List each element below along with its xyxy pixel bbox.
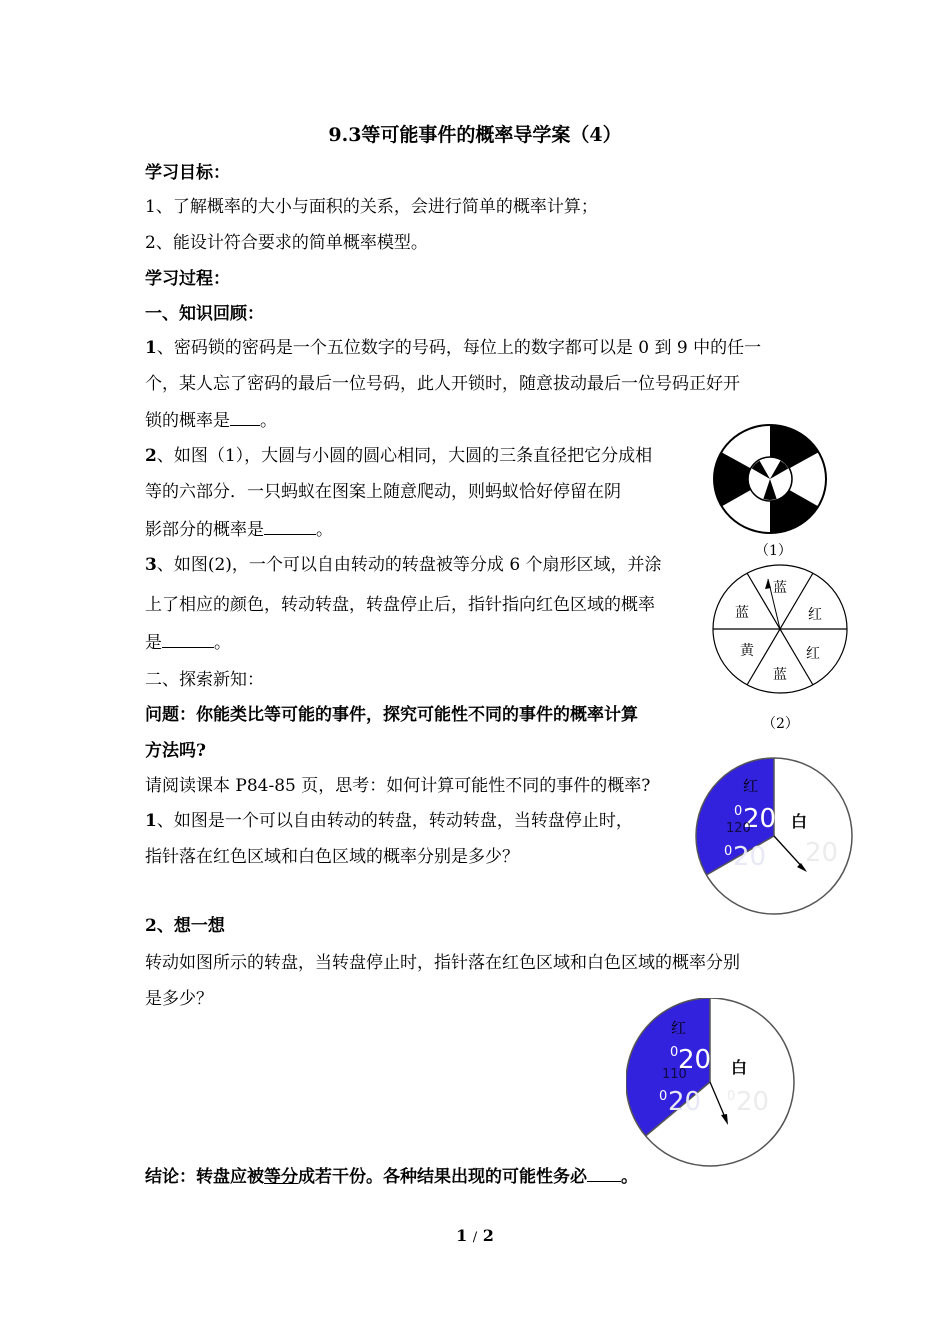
goal-1: 1、了解概率的大小与面积的关系，会进行简单的概率计算；	[145, 197, 598, 217]
sector-label-top: 蓝	[773, 580, 787, 596]
explore-heading: 二、探索新知：	[145, 670, 264, 690]
q3-line3	[145, 630, 231, 655]
q1-text3: 锁的概率是	[145, 411, 230, 431]
degree-mark-bottom: 0	[659, 1089, 668, 1104]
goals-heading: 学习目标：	[145, 163, 230, 183]
six-sector-spinner-figure	[710, 562, 850, 696]
q1-answer-blank[interactable]	[230, 408, 260, 426]
q3-end: 。	[214, 633, 231, 653]
process-heading: 学习过程：	[145, 269, 230, 289]
page-title: 9.3等可能事件的概率导学案（4）	[328, 124, 622, 146]
page-current: 1	[456, 1226, 468, 1245]
degree-mark-right: 0	[727, 1089, 736, 1104]
q3-number: 3	[145, 555, 157, 575]
think-line1: 转动如图所示的转盘，当转盘停止时，指针落在红色区域和白色区域的概率分别	[145, 953, 740, 973]
page-total: 2	[482, 1226, 494, 1245]
degree-mark-bottom: 0	[724, 844, 733, 859]
sector-label-bottom: 蓝	[773, 667, 787, 683]
e1-line2: 指针落在红色区域和白色区域的概率分别是多少？	[145, 847, 519, 867]
q1-line1	[145, 336, 761, 360]
watermark-1: 20	[678, 1045, 712, 1075]
watermark-3: 20	[736, 1087, 770, 1117]
q2-number: 2	[145, 446, 157, 466]
q1-end: 。	[260, 411, 277, 431]
watermark-3: 20	[805, 838, 839, 868]
sector-label-upper-right: 红	[808, 607, 822, 623]
conclusion-pre: 结论：转盘应被	[145, 1167, 264, 1187]
q3-line2: 上了相应的颜色，转动转盘，转盘停止后，指针指向红色区域的概率	[145, 595, 655, 615]
watermark-2: 20	[668, 1087, 702, 1117]
spinner-110-figure	[626, 998, 798, 1168]
conclusion-end: 。	[621, 1167, 638, 1187]
q3-answer-blank[interactable]	[162, 630, 214, 648]
degree-mark-top: 0	[670, 1045, 679, 1060]
radiation-circle-figure	[711, 422, 829, 536]
sector-label-lower-left: 黄	[740, 643, 754, 659]
figure2-caption: （2）	[762, 716, 799, 732]
conclusion-answer-blank[interactable]	[587, 1164, 621, 1182]
e1-line1	[145, 809, 633, 833]
review-heading: 一、知识回顾：	[145, 304, 264, 324]
angle-label: 110	[662, 1067, 687, 1082]
q1-text1: 、密码锁的密码是一个五位数字的号码，每位上的数字都可以是 0 到 9 中的任一	[156, 338, 762, 358]
red-label: 红	[671, 1019, 687, 1037]
page-separator: /	[472, 1230, 478, 1245]
q2-line1	[145, 444, 652, 468]
page-number	[0, 1226, 950, 1245]
q2-line3	[145, 517, 333, 542]
question-line2: 方法吗?	[145, 741, 206, 761]
q3-line1	[145, 553, 662, 577]
read-line: 请阅读课本 P84-85 页，思考：如何计算可能性不同的事件的概率?	[145, 776, 651, 796]
q2-answer-blank[interactable]	[264, 517, 316, 535]
e1-text1: 、如图是一个可以自由转动的转盘，转动转盘，当转盘停止时，	[156, 811, 633, 831]
q3-text1: 、如图(2)，一个可以自由转动的转盘被等分成 6 个扇形区域，并涂	[156, 555, 662, 575]
q1-line2: 个，某人忘了密码的最后一位号码，此人开锁时，随意拔动最后一位号码正好开	[145, 374, 740, 394]
q2-text1: 、如图（1），大圆与小圆的圆心相同，大圆的三条直径把它分成相	[156, 446, 653, 466]
think-heading: 2、想一想	[145, 916, 225, 936]
think-line2: 是多少？	[145, 989, 213, 1009]
watermark-1: 20	[743, 804, 777, 834]
spinner-120-figure	[693, 755, 855, 917]
red-label: 红	[743, 777, 759, 795]
sector-label-lower-right: 红	[806, 646, 820, 662]
q3-text3: 是	[145, 633, 162, 653]
degree-mark-top: 0	[734, 804, 743, 819]
figure1-caption: （1）	[755, 543, 792, 559]
conclusion-post: 成若干份。各种结果出现的可能性务必	[298, 1167, 587, 1187]
white-label: 白	[791, 812, 808, 831]
q2-text3: 影部分的概率是	[145, 520, 264, 540]
q2-end: 。	[316, 520, 333, 540]
watermark-2: 20	[733, 842, 767, 872]
white-label: 白	[731, 1058, 748, 1077]
e1-number: 1	[145, 811, 157, 831]
q1-line3	[145, 408, 277, 433]
conclusion-underlined: 等分	[264, 1167, 298, 1187]
question-line1: 问题：你能类比等可能的事件，探究可能性不同的事件的概率计算	[145, 705, 638, 725]
q2-line2: 等的六部分．一只蚂蚁在图案上随意爬动，则蚂蚁恰好停留在阴	[145, 482, 621, 502]
angle-label: 120	[726, 821, 751, 836]
goal-2: 2、能设计符合要求的简单概率模型。	[145, 233, 428, 253]
sector-label-upper-left: 蓝	[735, 605, 749, 621]
conclusion	[145, 1164, 638, 1189]
q1-number: 1	[145, 338, 157, 358]
